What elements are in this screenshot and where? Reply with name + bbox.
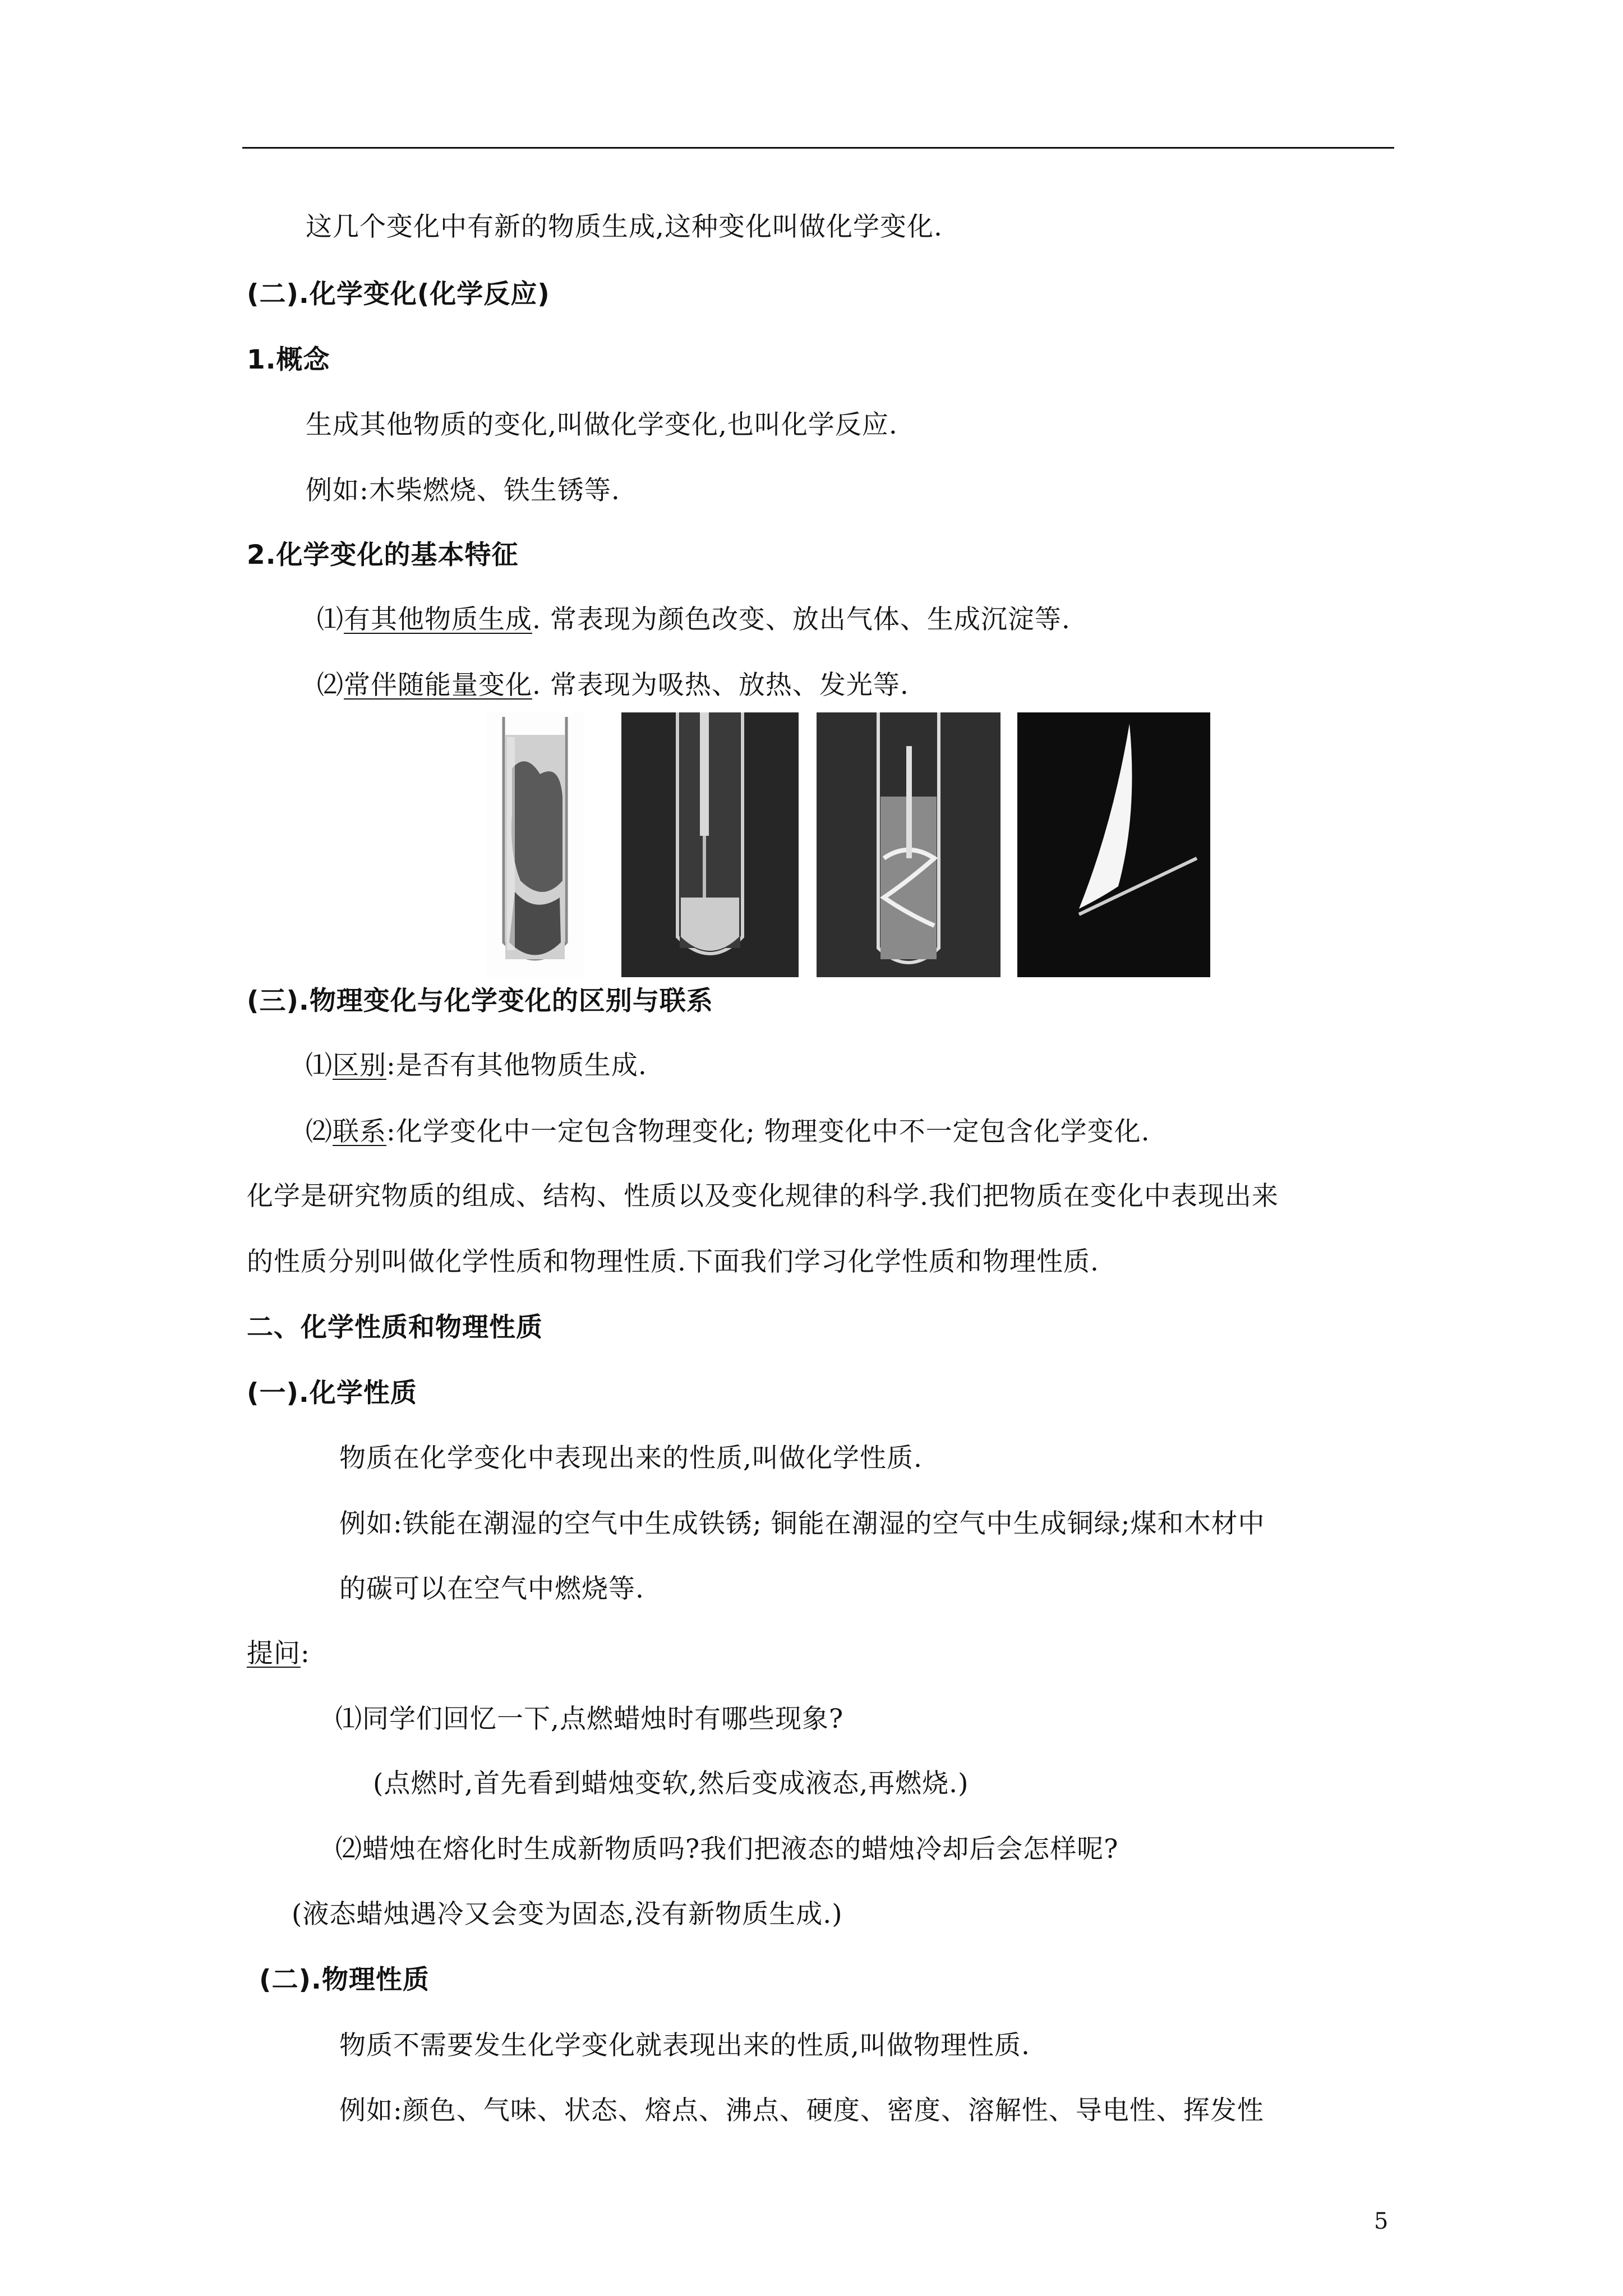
difference-item <box>306 1049 647 1083</box>
feature-2-text: . 常表现为吸热、放热、发光等. <box>532 670 909 701</box>
paragraph-concept-example: 例如:木柴燃烧、铁生锈等. <box>306 475 620 506</box>
paragraph-physical-properties: 物质不需要发生化学变化就表现出来的性质,叫做物理性质. <box>339 2030 1030 2061</box>
paragraph-chemical-example-1: 例如:铁能在潮湿的空气中生成铁锈; 铜能在潮湿的空气中生成铜绿;煤和木材中 <box>339 1508 1265 1539</box>
paragraph-chemistry-definition-1: 化学是研究物质的组成、结构、性质以及变化规律的科学.我们把物质在变化中表现出来 <box>247 1181 1279 1212</box>
connection-text: :化学变化中一定包含物理变化; 物理变化中不一定包含化学变化. <box>386 1116 1150 1147</box>
paragraph-new-substance: 这几个变化中有新的物质生成,这种变化叫做化学变化. <box>306 211 943 242</box>
question-2: ⑵蜡烛在熔化时生成新物质吗?我们把液态的蜡烛冷却后会怎样呢? <box>335 1834 1119 1865</box>
paragraph-concept: 生成其他物质的变化,叫做化学变化,也叫化学反应. <box>306 409 898 440</box>
heading-physical-properties: (二).物理性质 <box>259 1964 430 1995</box>
difference-text: :是否有其他物质生成. <box>386 1050 647 1081</box>
feature-2-keyword: 常伴随能量变化 <box>344 670 532 701</box>
feature-2-number: ⑵ <box>317 670 344 701</box>
experiment-photos <box>487 712 1210 977</box>
answer-2: (液态蜡烛遇冷又会变为固态,没有新物质生成.) <box>292 1899 843 1930</box>
feature-1-text: . 常表现为颜色改变、放出气体、生成沉淀等. <box>532 604 1071 635</box>
difference-number: ⑴ <box>306 1050 333 1081</box>
photo-reaction-tube <box>817 712 1000 977</box>
paragraph-chemical-example-2: 的碳可以在空气中燃烧等. <box>339 1573 644 1604</box>
feature-item-1 <box>317 603 1071 637</box>
photo-precipitate-tube <box>487 712 583 977</box>
photo-magnesium-flame <box>1017 712 1210 977</box>
question-label-text: 提问 <box>247 1638 301 1669</box>
heading-basic-features: 2.化学变化的基本特征 <box>247 540 519 570</box>
feature-1-keyword: 有其他物质生成 <box>344 604 532 635</box>
heading-chemical-properties: (一).化学性质 <box>247 1378 417 1409</box>
heading-properties: 二、化学性质和物理性质 <box>247 1312 543 1343</box>
difference-keyword: 区别 <box>333 1050 386 1081</box>
question-1: ⑴同学们回忆一下,点燃蜡烛时有哪些现象? <box>335 1704 844 1734</box>
connection-keyword: 联系 <box>333 1116 386 1147</box>
header-rule <box>242 147 1394 149</box>
heading-difference-connection: (三).物理变化与化学变化的区别与联系 <box>247 986 713 1016</box>
connection-item <box>306 1115 1150 1149</box>
feature-item-2 <box>317 669 909 702</box>
page-number: 5 <box>1374 2208 1389 2234</box>
paragraph-chemical-properties: 物质在化学变化中表现出来的性质,叫做化学性质. <box>339 1443 923 1474</box>
question-label <box>247 1637 310 1671</box>
paragraph-physical-example: 例如:颜色、气味、状态、熔点、沸点、硬度、密度、溶解性、导电性、挥发性 <box>339 2095 1264 2126</box>
question-label-colon: : <box>301 1638 310 1669</box>
paragraph-chemistry-definition-2: 的性质分别叫做化学性质和物理性质.下面我们学习化学性质和物理性质. <box>247 1246 1099 1277</box>
connection-number: ⑵ <box>306 1116 333 1147</box>
photo-gas-tube <box>621 712 799 977</box>
heading-concept: 1.概念 <box>247 344 330 375</box>
heading-chemical-change: (二).化学变化(化学反应) <box>247 279 550 310</box>
feature-1-number: ⑴ <box>317 604 344 635</box>
answer-1: (点燃时,首先看到蜡烛变软,然后变成液态,再燃烧.) <box>373 1768 969 1799</box>
